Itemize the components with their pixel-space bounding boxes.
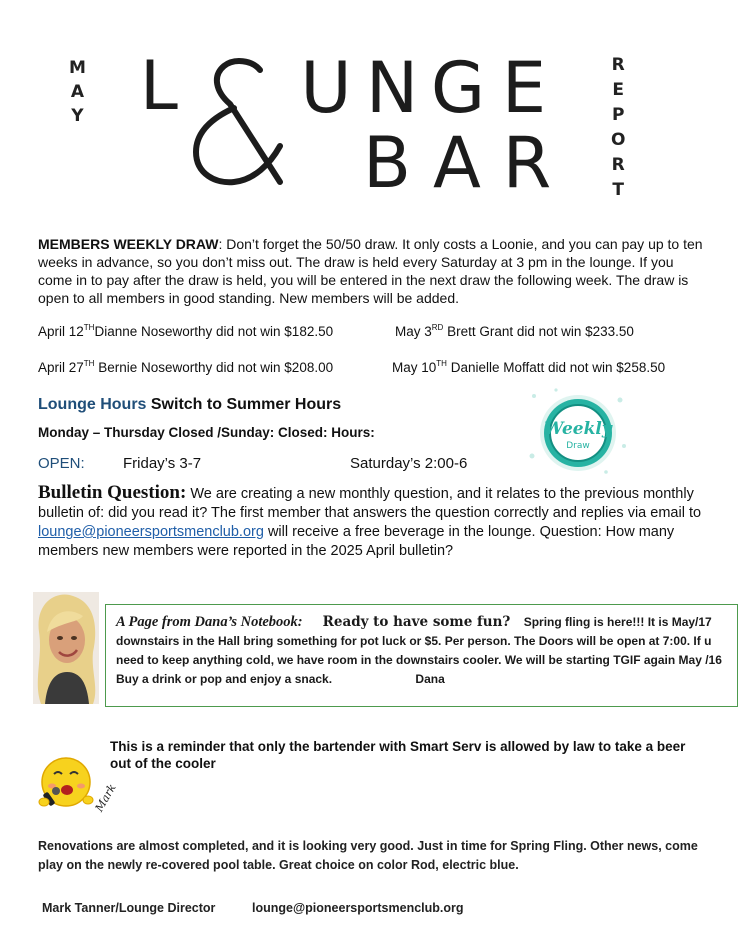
letter: O xyxy=(611,130,626,150)
saturday-hours: Saturday’s 2:00-6 xyxy=(350,455,468,472)
bulletin-text: will receive a free beverage in the lounge. Question: How many members new members were reported in the 2025 April bulletin? xyxy=(38,524,675,559)
dana-notebook-text xyxy=(116,613,724,689)
bulletin-question-paragraph xyxy=(38,483,708,561)
weekly-draw-heading: MEMBERS WEEKLY DRAW xyxy=(38,236,219,252)
letter: P xyxy=(611,105,625,125)
ready-fun-heading: Ready to have some fun? xyxy=(322,614,511,630)
bulletin-text: We are creating a new monthly question, and it relates to the previous monthly bulletin of: did you read it? The first member that answers the question correctly and replies via email to xyxy=(38,486,702,521)
letter: R xyxy=(611,55,625,75)
letter: E xyxy=(612,80,625,100)
draw-result: May 3RD Brett Grant did not win $233.50 xyxy=(395,323,634,339)
director-signature: Mark Tanner/Lounge Director xyxy=(42,901,216,915)
letter: R xyxy=(611,155,625,175)
closed-days-text: Monday – Thursday Closed /Sunday: Closed: Hours: xyxy=(38,425,375,440)
vertical-may-label xyxy=(69,60,86,125)
letter: A xyxy=(70,82,85,102)
lounge-hours-title: Lounge Hours xyxy=(38,396,147,413)
title-word-unge: U N G E xyxy=(300,47,547,129)
bulletin-question-title: Bulletin Question: xyxy=(38,482,187,503)
draw-result: May 10TH Danielle Moffatt did not win $258.50 xyxy=(392,359,666,375)
badge-title: Weekly xyxy=(544,419,612,439)
draw-result: April 12THDianne Noseworthy did not win $182.50 xyxy=(38,323,334,339)
weekly-draw-badge-icon xyxy=(526,386,630,478)
open-label: OPEN: xyxy=(38,455,85,472)
emoji-caption: Mark xyxy=(92,781,119,814)
dana-notebook-box xyxy=(105,604,738,707)
summer-hours-subtitle: Switch to Summer Hours xyxy=(146,396,342,413)
renovations-paragraph: Renovations are almost completed, and it is looking very good. Just in time for Spring Fling. Other news, come play on the newly re-covered pool table. Great choice on color Rod, electric blue. xyxy=(38,839,698,872)
letter: M xyxy=(69,58,86,78)
weekly-draw-body: : Don’t forget the 50/50 draw. It only costs a Loonie, and you can pay up to ten weeks in advance, so you don’t miss out. The draw is held every Saturday at 3 pm in the lounge. If you come in to pay after the draw is held, you will be entered in the next draw the following week. The draw is open to all members in good standing. New members will be added. xyxy=(38,236,703,306)
bartender-reminder-text: This is a reminder that only the bartender with Smart Serv is allowed by law to take a beer out of the cooler xyxy=(110,739,686,771)
director-email-link[interactable]: lounge@pioneersportsmenclub.org xyxy=(252,901,464,915)
notebook-title: A Page from Dana’s Notebook: xyxy=(116,614,303,630)
bulletin-email-link[interactable]: lounge@pioneersportsmenclub.org xyxy=(38,524,264,540)
vertical-report-label xyxy=(611,57,625,199)
letter: Y xyxy=(71,106,84,126)
dana-photo xyxy=(33,592,99,704)
singing-emoji-icon xyxy=(36,754,119,816)
draw-result: April 27TH Bernie Noseworthy did not win $208.00 xyxy=(38,359,334,375)
badge-subtitle: Draw xyxy=(566,441,590,451)
dana-signature: Dana xyxy=(415,672,445,686)
letter: T xyxy=(612,180,625,200)
friday-hours: Friday’s 3-7 xyxy=(123,455,202,472)
notebook-body: Spring fling is here!!! It is May/17 downstairs in the Hall bring something for pot luck or $5. Per person. The Doors will be open at 7:00. If u need to keep anything cold, we have room in the downstairs cooler. We will be starting TGIF again May /16 Buy a drink or pop and enjoy a snack. xyxy=(116,615,722,686)
title-letter-l: L xyxy=(140,47,178,126)
weekly-draw-paragraph xyxy=(38,235,706,307)
title-word-bar: B A R xyxy=(362,122,552,204)
ampersand-logo xyxy=(182,56,292,188)
lounge-hours-heading xyxy=(38,396,341,414)
